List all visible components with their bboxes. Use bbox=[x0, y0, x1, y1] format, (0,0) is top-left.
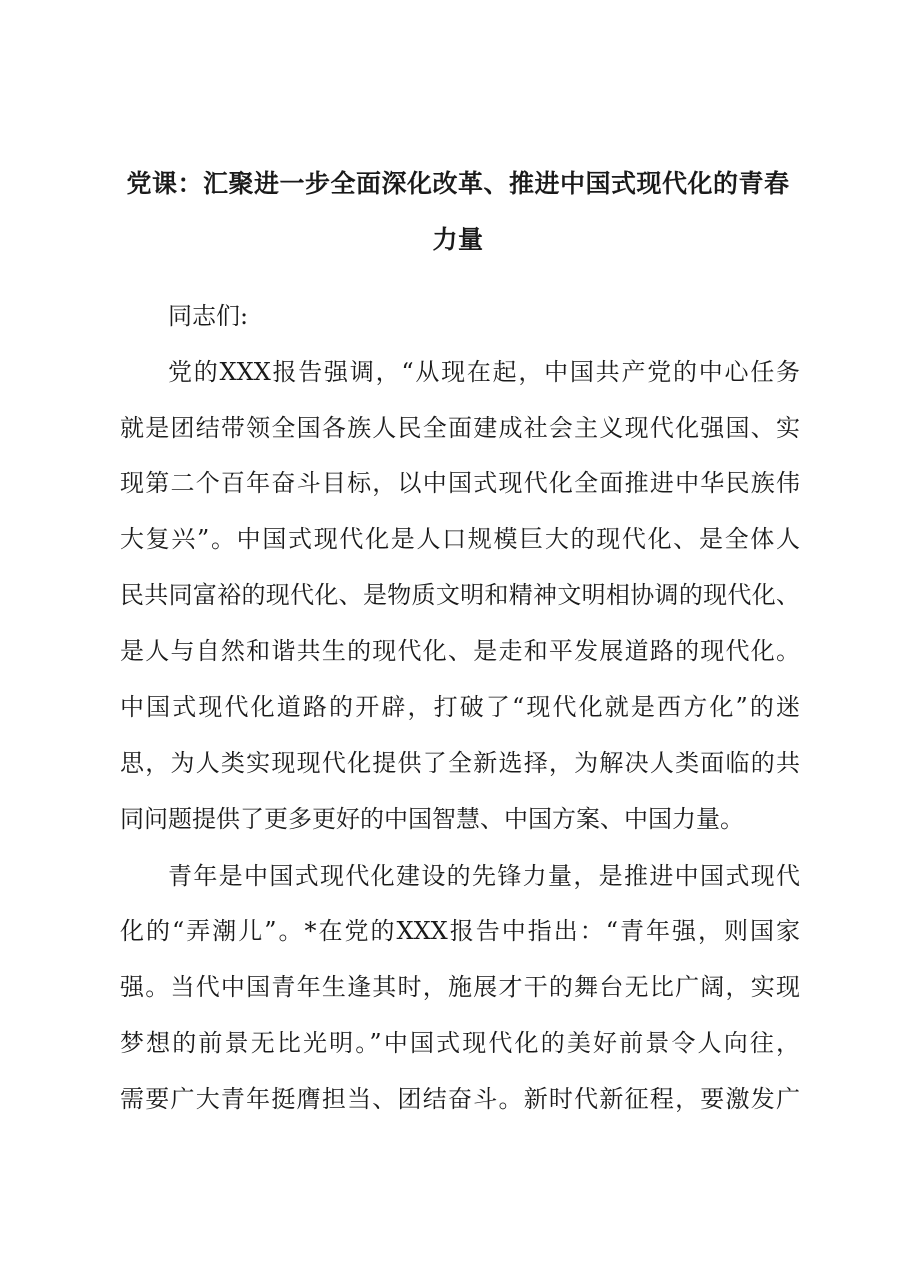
paragraph-line: 大复兴”。中国式现代化是人口规模巨大的现代化、是全体人 bbox=[120, 525, 800, 553]
paragraph-line: 现第二个百年奋斗目标，以中国式现代化全面推进中华民族伟 bbox=[120, 469, 800, 497]
paragraph-line: 需要广大青年挺膺担当、团结奋斗。新时代新征程，要激发广 bbox=[120, 1085, 800, 1113]
paragraph-line: 化的“弄潮儿”。*在党的XXX报告中指出：“青年强，则国家 bbox=[120, 917, 800, 945]
paragraph-line: 民共同富裕的现代化、是物质文明和精神文明相协调的现代化、 bbox=[120, 581, 800, 609]
paragraph-line: 青年是中国式现代化建设的先锋力量，是推进中国式现代 bbox=[168, 862, 800, 890]
paragraph-line: 梦想的前景无比光明。”中国式现代化的美好前景令人向往， bbox=[120, 1029, 800, 1057]
paragraph-line: 党的XXX报告强调，“从现在起，中国共产党的中心任务 bbox=[168, 358, 800, 386]
paragraph-line: 是人与自然和谐共生的现代化、是走和平发展道路的现代化。 bbox=[120, 637, 800, 665]
salutation: 同志们: bbox=[168, 302, 249, 330]
paragraph-line: 思，为人类实现现代化提供了全新选择，为解决人类面临的共 bbox=[120, 749, 800, 777]
paragraph-line: 中国式现代化道路的开辟，打破了“现代化就是西方化”的迷 bbox=[120, 693, 800, 721]
document-title: 党课：汇聚进一步全面深化改革、推进中国式现代化的青春力量 bbox=[126, 169, 790, 254]
paragraph-line: 强。当代中国青年生逢其时，施展才干的舞台无比广阔，实现 bbox=[120, 973, 800, 1001]
paragraph-line: 就是团结带领全国各族人民全面建成社会主义现代化强国、实 bbox=[120, 414, 800, 442]
paragraph-line: 同问题提供了更多更好的中国智慧、中国方案、中国力量。 bbox=[120, 805, 744, 833]
